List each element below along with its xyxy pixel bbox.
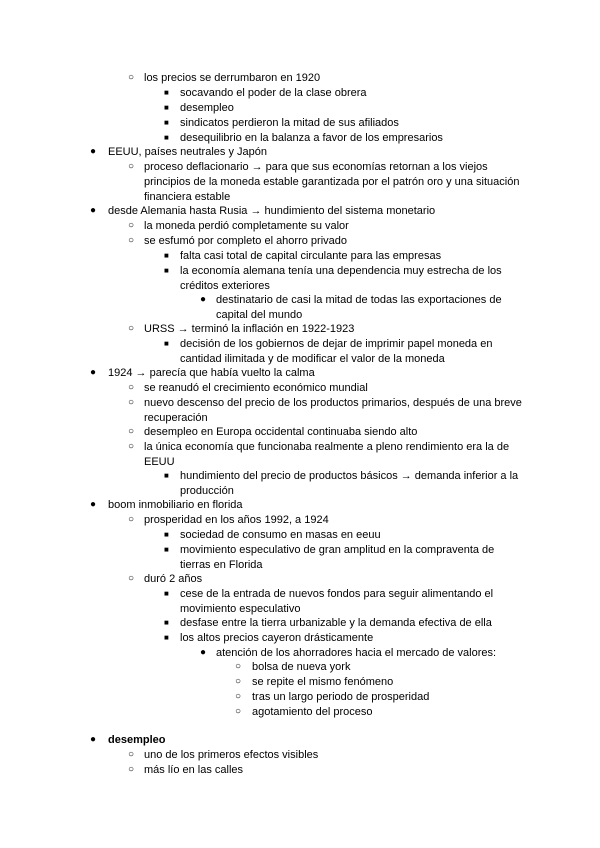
list-item-continued: capital del mundo: [216, 309, 303, 321]
circle-bullet-icon: ○: [128, 323, 135, 334]
disc-bullet-icon: ●: [200, 294, 207, 305]
disc-bullet-icon: ●: [90, 734, 97, 745]
list-item-continued: financiera estable: [144, 191, 231, 203]
list-item: sociedad de consumo en masas en eeuu: [180, 529, 381, 541]
circle-bullet-icon: ○: [128, 235, 135, 246]
list-item: más lío en las calles: [144, 764, 244, 776]
list-item: URSS → terminó la inflación en 1922-1923: [144, 323, 355, 335]
list-item: los precios se derrumbaron en 1920: [144, 72, 321, 84]
list-item: la economía alemana tenía una dependencia muy estrecha de los: [180, 265, 502, 277]
circle-bullet-icon: ○: [128, 382, 135, 393]
circle-bullet-icon: ○: [128, 220, 135, 231]
square-bullet-icon: ■: [164, 133, 169, 142]
circle-bullet-icon: ○: [128, 161, 135, 172]
list-item: se esfumó por completo el ahorro privado: [144, 235, 347, 247]
section-heading: desempleo: [108, 734, 166, 746]
list-item: desempleo: [180, 102, 234, 114]
list-item-continued: recuperación: [144, 412, 208, 424]
list-item: boom inmobiliario en florida: [108, 499, 243, 511]
square-bullet-icon: ■: [164, 251, 169, 260]
circle-bullet-icon: ○: [128, 397, 135, 408]
square-bullet-icon: ■: [164, 339, 169, 348]
list-item: la única economía que funcionaba realmente a pleno rendimiento era la de: [144, 441, 510, 453]
circle-bullet-icon: ○: [235, 661, 242, 672]
square-bullet-icon: ■: [164, 530, 169, 539]
square-bullet-icon: ■: [164, 266, 169, 275]
list-item-continued: tierras en Florida: [180, 559, 263, 571]
list-item-continued: cantidad ilimitada y de modificar el valor de la moneda: [180, 353, 445, 365]
list-item: EEUU, países neutrales y Japón: [108, 146, 267, 158]
list-item-continued: producción: [180, 485, 234, 497]
list-item: bolsa de nueva york: [252, 661, 351, 673]
circle-bullet-icon: ○: [128, 573, 135, 584]
circle-bullet-icon: ○: [128, 749, 135, 760]
disc-bullet-icon: ●: [90, 146, 97, 157]
list-item-continued: principios de la moneda estable garantizada por el patrón oro y una situación: [144, 176, 520, 188]
list-item-continued: EEUU: [144, 456, 175, 468]
list-item: cese de la entrada de nuevos fondos para seguir alimentando el: [180, 588, 494, 600]
square-bullet-icon: ■: [164, 103, 169, 112]
list-item-continued: créditos exteriores: [180, 280, 270, 292]
list-item: desde Alemania hasta Rusia → hundimiento del sistema monetario: [108, 205, 436, 217]
circle-bullet-icon: ○: [128, 764, 135, 775]
circle-bullet-icon: ○: [235, 676, 242, 687]
list-item: desempleo en Europa occidental continuaba siendo alto: [144, 426, 418, 438]
list-item: movimiento especulativo de gran amplitud en la compraventa de: [180, 544, 495, 556]
list-item: sindicatos perdieron la mitad de sus afiliados: [180, 117, 399, 129]
list-item: nuevo descenso del precio de los productos primarios, después de una breve: [144, 397, 522, 409]
disc-bullet-icon: ●: [200, 647, 207, 658]
list-item: prosperidad en los años 1992, a 1924: [144, 514, 329, 526]
list-item: falta casi total de capital circulante para las empresas: [180, 250, 442, 262]
circle-bullet-icon: ○: [128, 72, 135, 83]
list-item: decisión de los gobiernos de dejar de imprimir papel moneda en: [180, 338, 493, 350]
list-item: se reanudó el crecimiento económico mundial: [144, 382, 368, 394]
list-item: socavando el poder de la clase obrera: [180, 87, 367, 99]
square-bullet-icon: ■: [164, 633, 169, 642]
list-item: hundimiento del precio de productos básicos → demanda inferior a la: [180, 470, 519, 482]
circle-bullet-icon: ○: [235, 691, 242, 702]
square-bullet-icon: ■: [164, 471, 169, 480]
list-item-continued: movimiento especulativo: [180, 603, 301, 615]
list-item: tras un largo periodo de prosperidad: [252, 691, 430, 703]
square-bullet-icon: ■: [164, 618, 169, 627]
disc-bullet-icon: ●: [90, 367, 97, 378]
list-item: los altos precios cayeron drásticamente: [180, 632, 374, 644]
list-item: proceso deflacionario → para que sus economías retornan a los viejos: [144, 161, 488, 173]
list-item: atención de los ahorradores hacia el mercado de valores:: [216, 647, 497, 659]
square-bullet-icon: ■: [164, 88, 169, 97]
list-item: duró 2 años: [144, 573, 203, 585]
square-bullet-icon: ■: [164, 118, 169, 127]
disc-bullet-icon: ●: [90, 205, 97, 216]
square-bullet-icon: ■: [164, 545, 169, 554]
list-item: destinatario de casi la mitad de todas las exportaciones de: [216, 294, 502, 306]
list-item: se repite el mismo fenómeno: [252, 676, 394, 688]
square-bullet-icon: ■: [164, 589, 169, 598]
circle-bullet-icon: ○: [128, 426, 135, 437]
disc-bullet-icon: ●: [90, 499, 97, 510]
circle-bullet-icon: ○: [128, 514, 135, 525]
list-item: 1924 → parecía que había vuelto la calma: [108, 367, 315, 379]
circle-bullet-icon: ○: [128, 441, 135, 452]
circle-bullet-icon: ○: [235, 706, 242, 717]
list-item: agotamiento del proceso: [252, 706, 373, 718]
list-item: desequilibrio en la balanza a favor de los empresarios: [180, 132, 443, 144]
list-item: la moneda perdió completamente su valor: [144, 220, 349, 232]
list-item: desfase entre la tierra urbanizable y la demanda efectiva de ella: [180, 617, 492, 629]
list-item: uno de los primeros efectos visibles: [144, 749, 319, 761]
